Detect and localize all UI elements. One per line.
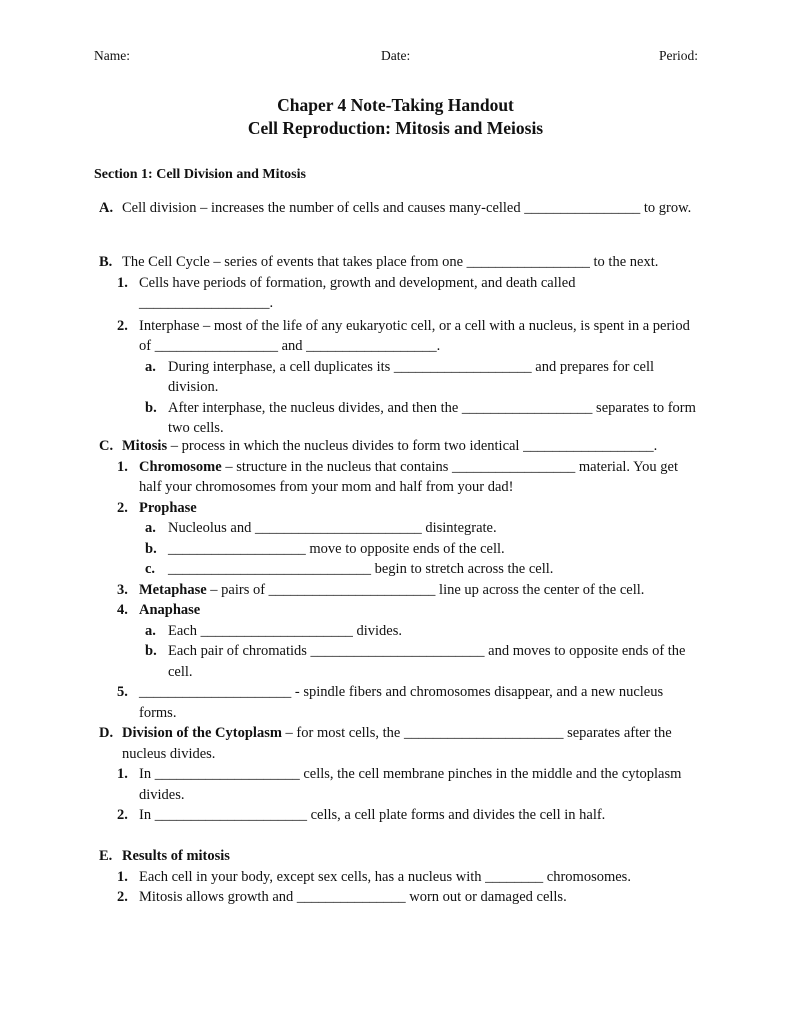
item-c-5-marker: 5. bbox=[117, 684, 128, 700]
prophase-b bbox=[94, 539, 704, 560]
item-b-2-b bbox=[94, 398, 704, 439]
item-d-row bbox=[94, 723, 704, 764]
item-c-1-text: – structure in the nucleus that contains _________________ material. You get half your chromosomes from your mom and half from your dad! bbox=[139, 458, 678, 495]
anaphase-a-marker: a. bbox=[145, 622, 156, 639]
item-c-text: – process in which the nucleus divides to form two identical __________________. bbox=[167, 438, 658, 454]
period-label: Period: bbox=[659, 48, 698, 63]
item-c-2 bbox=[94, 498, 704, 519]
item-e-1 bbox=[94, 867, 704, 888]
anaphase-a bbox=[94, 621, 704, 642]
prophase-b-marker: b. bbox=[145, 540, 157, 557]
item-e-term: Results of mitosis bbox=[122, 848, 230, 864]
item-c bbox=[94, 436, 704, 723]
name-label: Name: bbox=[94, 48, 130, 63]
item-b-2-a-text: During interphase, a cell duplicates its ___________________ and prepares for cell division. bbox=[168, 358, 655, 395]
item-c-5 bbox=[94, 682, 704, 723]
page-title bbox=[0, 94, 791, 140]
anaphase-b-text: Each pair of chromatids ________________________ and moves to opposite ends of the cell. bbox=[168, 643, 686, 680]
item-e-marker: E. bbox=[99, 848, 113, 864]
anaphase-b-marker: b. bbox=[145, 643, 157, 659]
item-a-text: Cell division – increases the number of cells and causes many-celled ________________ to grow. bbox=[122, 200, 692, 216]
item-b bbox=[94, 252, 704, 439]
item-c-3 bbox=[94, 580, 704, 601]
item-c-4-marker: 4. bbox=[117, 602, 128, 618]
item-d-1-text: In ____________________ cells, the cell membrane pinches in the middle and the cytoplasm divides. bbox=[139, 766, 682, 803]
item-e-1-text: Each cell in your body, except sex cells, has a nucleus with ________ chromosomes. bbox=[139, 868, 631, 885]
title-line-1: Chaper 4 Note-Taking Handout bbox=[277, 95, 514, 115]
item-d-marker: D. bbox=[99, 725, 114, 741]
item-a-marker: A. bbox=[99, 200, 114, 216]
prophase-a bbox=[94, 518, 704, 539]
item-d-text: – for most cells, the ______________________ separates after the nucleus divides. bbox=[122, 725, 672, 762]
item-b-2-text: Interphase – most of the life of any eukaryotic cell, or a cell with a nucleus, is spent in a period of _________________ and __________________. bbox=[139, 317, 690, 354]
date-label: Date: bbox=[381, 48, 411, 63]
item-e bbox=[94, 846, 704, 908]
item-e-2 bbox=[94, 887, 704, 908]
item-c-5-text: _____________________ - spindle fibers and chromosomes disappear, and a new nucleus forms. bbox=[139, 684, 664, 721]
prophase-c-marker: c. bbox=[145, 561, 156, 577]
item-b-row bbox=[94, 252, 704, 273]
item-b-text: The Cell Cycle – series of events that takes place from one _________________ to the next. bbox=[122, 254, 659, 270]
item-c-4 bbox=[94, 600, 704, 621]
title-line-2: Cell Reproduction: Mitosis and Meiosis bbox=[247, 118, 544, 138]
prophase-b-text: ___________________ move to opposite ends of the cell. bbox=[168, 540, 505, 557]
item-b-marker: B. bbox=[99, 254, 113, 270]
item-d-term: Division of the Cytoplasm bbox=[122, 725, 282, 741]
prophase-a-marker: a. bbox=[145, 520, 156, 536]
item-e-1-marker: 1. bbox=[117, 868, 128, 885]
item-d-2-marker: 2. bbox=[117, 807, 128, 823]
prophase-c bbox=[94, 559, 704, 580]
item-e-row bbox=[94, 846, 704, 867]
item-b-2 bbox=[94, 316, 704, 357]
item-a bbox=[94, 198, 704, 219]
item-c-4-term: Anaphase bbox=[139, 602, 201, 618]
item-d-2 bbox=[94, 805, 704, 826]
item-c-marker: C. bbox=[99, 438, 114, 454]
item-b-1-marker: 1. bbox=[117, 274, 128, 291]
prophase-a-text: Nucleolus and _______________________ disintegrate. bbox=[168, 520, 497, 536]
item-b-2-b-text: After interphase, the nucleus divides, and then the __________________ separates to form two cells. bbox=[168, 399, 696, 436]
item-b-2-a bbox=[94, 357, 704, 398]
item-c-1-marker: 1. bbox=[117, 458, 128, 475]
item-c-2-term: Prophase bbox=[139, 499, 197, 516]
item-c-1-term: Chromosome bbox=[139, 458, 222, 475]
item-c-2-marker: 2. bbox=[117, 499, 128, 516]
item-c-term: Mitosis bbox=[122, 438, 168, 454]
item-c-row bbox=[94, 436, 704, 457]
item-b-2-a-marker: a. bbox=[145, 358, 156, 375]
item-a-row bbox=[94, 198, 704, 219]
item-d-2-text: In _____________________ cells, a cell plate forms and divides the cell in half. bbox=[139, 807, 606, 823]
item-b-1 bbox=[94, 273, 704, 314]
prophase-c-text: ____________________________ begin to stretch across the cell. bbox=[168, 561, 554, 577]
item-e-2-text: Mitosis allows growth and _______________ worn out or damaged cells. bbox=[139, 889, 567, 905]
item-c-1 bbox=[94, 457, 704, 498]
item-c-3-term: Metaphase bbox=[139, 581, 207, 598]
item-d-1 bbox=[94, 764, 704, 805]
item-c-3-marker: 3. bbox=[117, 581, 128, 598]
anaphase-a-text: Each _____________________ divides. bbox=[168, 622, 402, 639]
item-b-2-b-marker: b. bbox=[145, 399, 157, 416]
item-d bbox=[94, 723, 704, 826]
item-b-2-marker: 2. bbox=[117, 317, 128, 334]
section-heading: Section 1: Cell Division and Mitosis bbox=[94, 167, 306, 182]
item-b-1-text: Cells have periods of formation, growth and development, and death called __________________. bbox=[139, 274, 576, 311]
item-e-2-marker: 2. bbox=[117, 889, 128, 905]
item-d-1-marker: 1. bbox=[117, 766, 128, 782]
anaphase-b bbox=[94, 641, 704, 682]
item-c-3-text: – pairs of _______________________ line up across the center of the cell. bbox=[206, 581, 645, 598]
